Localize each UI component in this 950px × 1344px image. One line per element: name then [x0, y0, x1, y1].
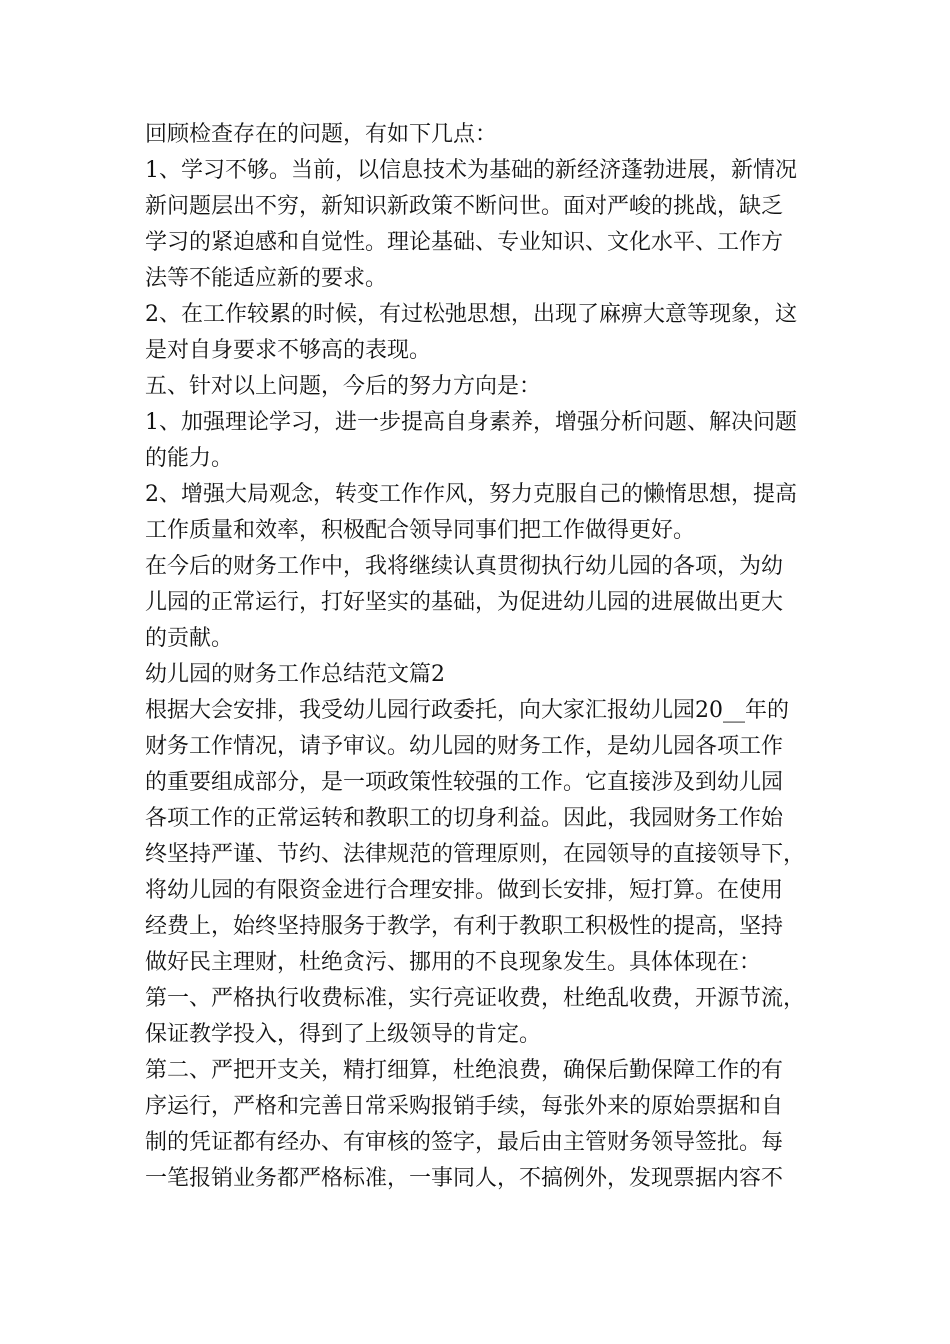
text-line: 儿园的正常运行，打好坚实的基础，为促进幼儿园的进展做出更大 — [145, 590, 784, 615]
text-line: 的贡献。 — [145, 626, 234, 651]
text-line: 1、加强理论学习，进一步提高自身素养，增强分析问题、解决问题 — [145, 410, 797, 435]
text-line: 终坚持严谨、节约、法律规范的管理原则，在园领导的直接领导下， — [145, 842, 806, 867]
text-line: 2、在工作较累的时候，有过松弛思想，出现了麻痹大意等现象，这 — [145, 302, 797, 327]
text-line: 财务工作情况，请予审议。幼儿园的财务工作，是幼儿园各项工作 — [145, 734, 784, 759]
document-body — [145, 117, 807, 1197]
text-line: 第二、严把开支关，精打细算，杜绝浪费，确保后勤保障工作的有 — [145, 1058, 784, 1083]
text-line: 学习的紧迫感和自觉性。理论基础、专业知识、文化水平、工作方 — [145, 230, 784, 255]
text-line: 是对自身要求不够高的表现。 — [145, 338, 432, 363]
article-title: 幼儿园的财务工作总结范文篇2 — [145, 662, 445, 687]
text-line: 保证教学投入，得到了上级领导的肯定。 — [145, 1022, 542, 1047]
section-heading: 五、针对以上问题，今后的努力方向是： — [145, 374, 542, 399]
text-line: 做好民主理财，杜绝贪污、挪用的不良现象发生。具体体现在： — [145, 950, 762, 975]
text-line: 的重要组成部分，是一项政策性较强的工作。它直接涉及到幼儿园 — [145, 770, 784, 795]
text-line: 一笔报销业务都严格标准，一事同人，不搞例外，发现票据内容不 — [145, 1166, 784, 1191]
text-line: 各项工作的正常运转和教职工的切身利益。因此，我园财务工作始 — [145, 806, 784, 831]
text-line: 1、学习不够。当前，以信息技术为基础的新经济蓬勃进展，新情况 — [145, 158, 797, 183]
text-line: 根据大会安排，我受幼儿园行政委托，向大家汇报幼儿园20__年的 — [145, 698, 789, 723]
text-line: 经费上，始终坚持服务于教学，有利于教职工积极性的提高，坚持 — [145, 914, 784, 939]
text-line: 序运行，严格和完善日常采购报销手续，每张外来的原始票据和自 — [145, 1094, 784, 1119]
text-line: 第一、严格执行收费标准，实行亮证收费，杜绝乱收费，开源节流， — [145, 986, 806, 1011]
text-line: 2、增强大局观念，转变工作作风，努力克服自己的懒惰思想，提高 — [145, 482, 797, 507]
text-line: 在今后的财务工作中，我将继续认真贯彻执行幼儿园的各项，为幼 — [145, 554, 784, 579]
text-line: 回顾检查存在的问题，有如下几点： — [145, 122, 498, 147]
text-line: 的能力。 — [145, 446, 234, 471]
text-line: 工作质量和效率，积极配合领导同事们把工作做得更好。 — [145, 518, 696, 543]
text-line: 制的凭证都有经办、有审核的签字，最后由主管财务领导签批。每 — [145, 1130, 784, 1155]
text-line: 新问题层出不穷，新知识新政策不断问世。面对严峻的挑战，缺乏 — [145, 194, 784, 219]
text-line: 法等不能适应新的要求。 — [145, 266, 388, 291]
text-line: 将幼儿园的有限资金进行合理安排。做到长安排，短打算。在使用 — [145, 878, 784, 903]
